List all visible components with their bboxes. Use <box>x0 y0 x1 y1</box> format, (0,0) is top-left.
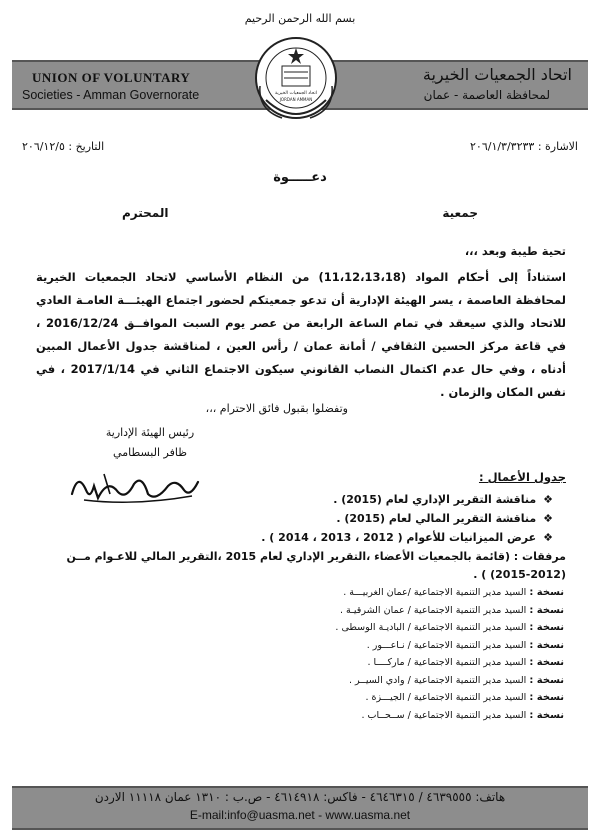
basmala: بسم الله الرحمن الرحيم <box>244 12 356 25</box>
reference-value: ٢٠٦/١/٣/٣٢٣٣ <box>470 140 535 153</box>
agenda-item: ❖ مناقشة التقرير الإداري لعام (2015) . <box>36 490 556 509</box>
copy-recipient: نسخة : السيد مدير التنمية الاجتماعية /عمان الغربيـــة . <box>343 587 564 598</box>
org-name-en-line1: UNION OF VOLUNTARY <box>32 70 191 85</box>
copy-recipient: نسخة : السيد مدير التنمية الاجتماعية / الباديـة الوسطى . <box>335 622 564 633</box>
reference-label: الاشارة : <box>537 140 578 153</box>
addressee <box>0 206 600 224</box>
addressee-honorific: المحترم <box>122 206 169 220</box>
copy-recipient: نسخة : السيد مدير التنمية الاجتماعية / الجيـــزة . <box>365 692 564 703</box>
signatory-name: ظافر البسطامي <box>113 446 187 459</box>
copy-recipient: نسخة : السيد مدير التنمية الاجتماعية / عمان الشرقيـة . <box>340 604 564 616</box>
logo-text-ar: اتحاد الجمعيات الخيرية <box>275 91 317 96</box>
logo-text-en: JORDAN AMMAN <box>279 97 313 102</box>
letter-title: دعـــــوة <box>273 170 327 185</box>
diamond-bullet-icon: ❖ <box>543 531 553 544</box>
signatory-title: رئيس الهيئة الإدارية <box>105 426 195 439</box>
invitation-paragraph: استناداً إلى أحكام المواد (11،12،13،18) من النظام الأساسي لاتحاد الجمعيات الخيرية لمحافظة العاصمة ، يسر الهيئة الإدارية أن تدعو جمعيتكم لحضور اجتماع الهيئـــة العامـة العادي للاتحاد والذي سيعقد في تمام الساعة الرابعة من عصر يوم السبت الموافــق 2016/12/24 ، في قاعة مركز الحسين الثقافي / أمانة عمان / رأس العين ، لمناقشة جدول الأعمال المبين أدناه ، وفي حال عدم اكتمال النصاب القانوني سيكون الاجتماع الثاني في 2017/1/14 ، في نفس المكان والزمان . <box>36 270 567 399</box>
agenda-item: ❖ مناقشة التقرير المالي لعام (2015) . <box>36 509 556 528</box>
org-name-en-line2: Societies - Amman Governorate <box>22 88 200 102</box>
reference-row <box>0 140 600 160</box>
closing-line: وتفضلوا بقبول فائق الاحترام ،،، <box>205 402 348 415</box>
copy-recipient: نسخة : السيد مدير التنمية الاجتماعية / ماركــــا . <box>367 657 564 668</box>
date-value: ٢٠٦/١٢/٥ <box>22 140 65 153</box>
footer-contact-en: E-mail:info@uasma.net - www.uasma.net <box>189 808 411 822</box>
union-seal-icon <box>246 30 346 130</box>
diamond-bullet-icon: ❖ <box>543 493 553 506</box>
diamond-bullet-icon: ❖ <box>543 512 553 525</box>
footer-contact-ar: هاتف: ٤٦٣٩٥٥٥ / ٤٦٤٦٣١٥ - فاكس: ٤٦١٤٩١٨ - ص.ب : ١٣١٠ عمان ١١١١٨ الاردن <box>94 790 506 804</box>
agenda-item: ❖ عرض الميزانيات للأعوام ( 2012 ، 2013 ، 2014 ) . <box>36 528 556 547</box>
reference-number <box>470 140 578 153</box>
letter-date <box>22 140 104 153</box>
org-name-ar-line2: لمحافظة العاصمة - عمان <box>423 88 550 102</box>
greeting: تحية طيبة وبعد ،،، <box>464 244 566 258</box>
org-name-ar-line1: اتحاد الجمعيات الخيرية <box>422 65 572 84</box>
copies-list <box>44 584 564 724</box>
copy-recipient: نسخة : السيد مدير التنمية الاجتماعية / وادي السيــر . <box>348 674 564 686</box>
date-label: التاريخ : <box>68 140 105 153</box>
copy-recipient: نسخة : السيد مدير التنمية الاجتماعية / نـاعـــور . <box>366 639 564 651</box>
agenda-list <box>36 490 556 547</box>
agenda-heading: جدول الأعمال : <box>478 470 566 484</box>
addressee-society: جمعية <box>442 206 478 220</box>
attachments-note: مرفقات : (قائمة بالجمعيات الأعضاء ،التقرير الإداري لعام 2015 ،التقرير المالي للاعـوام مــن (2012-2015) ) . <box>66 550 566 581</box>
copy-recipient: نسخة : السيد مدير التنمية الاجتماعية / ســحــاب . <box>361 709 564 721</box>
